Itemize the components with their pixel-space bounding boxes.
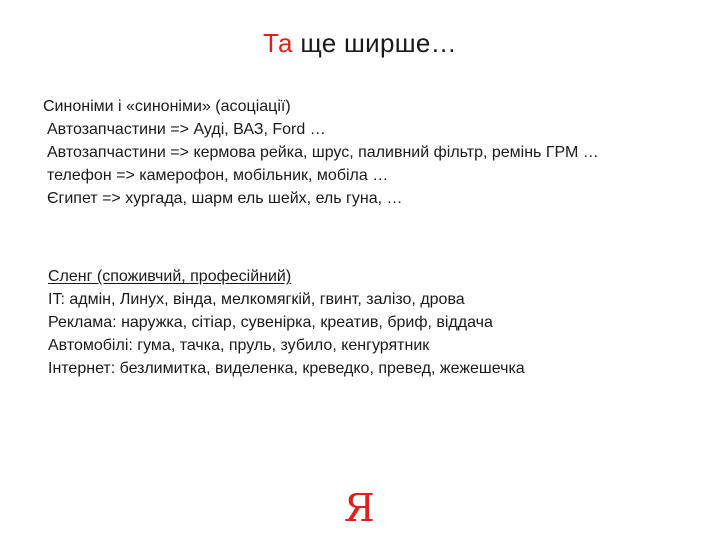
title-accent: Та [263, 28, 293, 58]
synonyms-line: Автозапчастини => Ауді, ВАЗ, Ford … [47, 121, 326, 138]
title-rest: ще ширше… [292, 28, 457, 58]
slang-line: Інтернет: безлимитка, виделенка, креведко, превед, жежешечка [48, 360, 525, 377]
synonyms-line: Автозапчастини => кермова рейка, шрус, паливний фільтр, ремінь ГРМ … [47, 144, 599, 161]
slang-section [48, 265, 525, 380]
synonyms-line: Єгипет => хургада, шарм ель шейх, ель гуна, … [47, 190, 403, 207]
slang-heading: Сленг (споживчий, професійний) [48, 268, 292, 285]
slide-title [0, 28, 720, 59]
slang-line: Автомобілі: гума, тачка, пруль, зубило, кенгурятник [48, 337, 430, 354]
synonyms-line: телефон => камерофон, мобільник, мобіла … [47, 167, 389, 184]
synonyms-heading: Синоніми і «синоніми» (асоціації) [43, 98, 291, 115]
slang-line: Реклама: наружка, сітіар, сувенірка, креатив, бриф, віддача [48, 314, 493, 331]
slang-line: IT: адмін, Линух, вінда, мелкомягкій, гвинт, залізо, дрова [48, 291, 465, 308]
synonyms-section [43, 95, 599, 210]
yandex-logo: Я [344, 486, 375, 530]
